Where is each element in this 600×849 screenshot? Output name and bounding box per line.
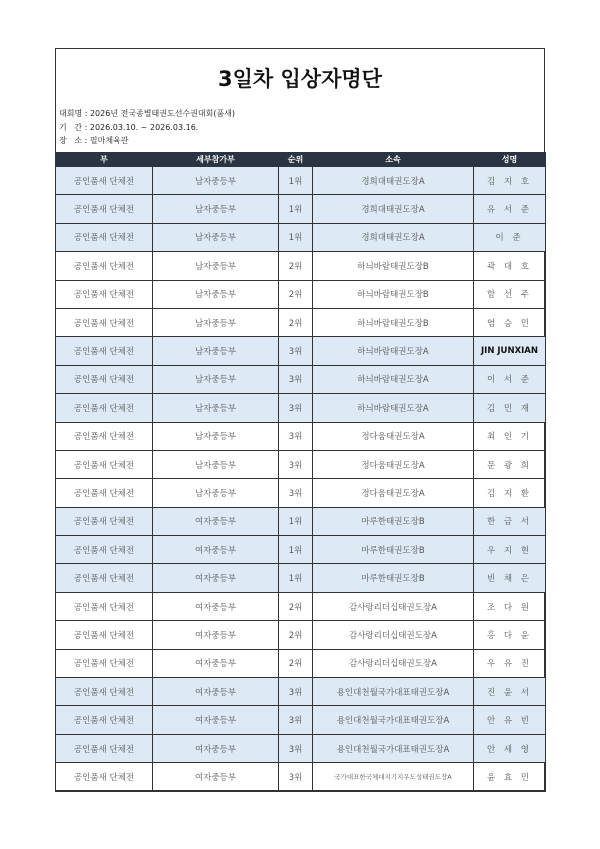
results-sheet (55, 48, 545, 791)
results-table (55, 152, 546, 792)
cell-club: 감사랑리더십태권도장A (313, 649, 474, 677)
cell-name: 김 지 호 (474, 167, 546, 195)
page-title: 3일차 입상자명단 (218, 67, 382, 91)
cell-club: 마루한태권도장B (313, 564, 474, 592)
col-header-category: 세부참가부 (153, 153, 279, 167)
cell-club: 하늬바람태권도장B (313, 308, 474, 336)
col-header-division: 부 (56, 153, 153, 167)
cell-rank: 2위 (279, 308, 313, 336)
cell-category: 여자중등부 (153, 592, 279, 620)
cell-category: 남자중등부 (153, 394, 279, 422)
cell-category: 여자중등부 (153, 734, 279, 762)
cell-category: 남자중등부 (153, 280, 279, 308)
cell-division: 공인품새 단체전 (56, 678, 153, 706)
event-name: 대회명 : 2026년 전국종별태권도선수권대회(품새) (59, 109, 236, 118)
cell-category: 여자중등부 (153, 621, 279, 649)
cell-rank: 2위 (279, 649, 313, 677)
cell-club: 하늬바람태권도장A (313, 394, 474, 422)
cell-club: 정다움태권도장A (313, 479, 474, 507)
cell-division: 공인품새 단체전 (56, 479, 153, 507)
cell-category: 여자중등부 (153, 536, 279, 564)
cell-name: 최 인 기 (474, 422, 546, 450)
cell-category: 여자중등부 (153, 678, 279, 706)
table-row (56, 394, 546, 422)
cell-rank: 1위 (279, 564, 313, 592)
cell-division: 공인품새 단체전 (56, 195, 153, 223)
table-row (56, 734, 546, 762)
cell-name: 안 유 빈 (474, 706, 546, 734)
cell-name: 함 선 주 (474, 280, 546, 308)
cell-club: 마루한태권도장B (313, 507, 474, 535)
cell-club: 정다움태권도장A (313, 450, 474, 478)
cell-club: 국가대표한국체대지기지우도성태권도장A (313, 763, 474, 791)
table-row (56, 507, 546, 535)
cell-club: 용인대천월국가대표태권도장A (313, 734, 474, 762)
cell-name: 이 준 (474, 223, 546, 251)
table-row (56, 223, 546, 251)
cell-category: 여자중등부 (153, 649, 279, 677)
cell-rank: 3위 (279, 706, 313, 734)
cell-name: 엄 승 민 (474, 308, 546, 336)
cell-division: 공인품새 단체전 (56, 592, 153, 620)
col-header-club: 소속 (313, 153, 474, 167)
cell-division: 공인품새 단체전 (56, 337, 153, 365)
table-row (56, 308, 546, 336)
cell-name: 윤 효 민 (474, 763, 546, 791)
cell-club: 용인대천월국가대표태권도장A (313, 678, 474, 706)
table-header (56, 153, 546, 167)
cell-division: 공인품새 단체전 (56, 223, 153, 251)
col-header-name: 성명 (474, 153, 546, 167)
cell-club: 하늬바람태권도장A (313, 337, 474, 365)
table-row (56, 422, 546, 450)
cell-name: 홍 다 윤 (474, 621, 546, 649)
cell-club: 정다움태권도장A (313, 422, 474, 450)
cell-division: 공인품새 단체전 (56, 564, 153, 592)
cell-category: 남자중등부 (153, 223, 279, 251)
cell-club: 하늬바람태권도장B (313, 280, 474, 308)
cell-rank: 3위 (279, 678, 313, 706)
cell-name: 김 민 재 (474, 394, 546, 422)
cell-category: 여자중등부 (153, 763, 279, 791)
cell-division: 공인품새 단체전 (56, 365, 153, 393)
cell-rank: 3위 (279, 365, 313, 393)
cell-name: 김 지 환 (474, 479, 546, 507)
table-row (56, 706, 546, 734)
cell-club: 하늬바람태권도장B (313, 252, 474, 280)
cell-category: 남자중등부 (153, 195, 279, 223)
cell-division: 공인품새 단체전 (56, 734, 153, 762)
table-row (56, 479, 546, 507)
cell-category: 남자중등부 (153, 252, 279, 280)
cell-rank: 2위 (279, 252, 313, 280)
cell-rank: 2위 (279, 592, 313, 620)
cell-name: 빈 채 은 (474, 564, 546, 592)
cell-division: 공인품새 단체전 (56, 252, 153, 280)
cell-division: 공인품새 단체전 (56, 308, 153, 336)
cell-rank: 3위 (279, 763, 313, 791)
cell-name: 이 서 준 (474, 365, 546, 393)
cell-division: 공인품새 단체전 (56, 394, 153, 422)
cell-name: 안 세 영 (474, 734, 546, 762)
cell-rank: 1위 (279, 167, 313, 195)
cell-rank: 3위 (279, 479, 313, 507)
cell-rank: 2위 (279, 621, 313, 649)
cell-rank: 1위 (279, 223, 313, 251)
cell-club: 경희대태권도장A (313, 195, 474, 223)
cell-category: 남자중등부 (153, 365, 279, 393)
cell-category: 남자중등부 (153, 450, 279, 478)
cell-rank: 1위 (279, 507, 313, 535)
table-row (56, 365, 546, 393)
cell-name: 곽 대 호 (474, 252, 546, 280)
table-row (56, 337, 546, 365)
cell-division: 공인품새 단체전 (56, 621, 153, 649)
table-row (56, 252, 546, 280)
cell-name: 우 지 현 (474, 536, 546, 564)
table-row (56, 195, 546, 223)
cell-category: 남자중등부 (153, 479, 279, 507)
cell-club: 경희대태권도장A (313, 167, 474, 195)
event-venue: 장 소 : 필마체육관 (59, 136, 129, 145)
cell-rank: 3위 (279, 422, 313, 450)
cell-category: 남자중등부 (153, 337, 279, 365)
cell-name: 우 유 진 (474, 649, 546, 677)
event-period: 기 간 : 2026.03.10. ~ 2026.03.16. (59, 123, 199, 132)
cell-name: 한 금 서 (474, 507, 546, 535)
cell-club: 마루한태권도장B (313, 536, 474, 564)
col-header-rank: 순위 (279, 153, 313, 167)
cell-rank: 1위 (279, 536, 313, 564)
cell-division: 공인품새 단체전 (56, 763, 153, 791)
cell-rank: 3위 (279, 734, 313, 762)
cell-division: 공인품새 단체전 (56, 167, 153, 195)
cell-division: 공인품새 단체전 (56, 649, 153, 677)
cell-division: 공인품새 단체전 (56, 422, 153, 450)
cell-club: 하늬바람태권도장A (313, 365, 474, 393)
cell-division: 공인품새 단체전 (56, 507, 153, 535)
table-row (56, 167, 546, 195)
table-row (56, 678, 546, 706)
cell-club: 감사랑리더십태권도장A (313, 621, 474, 649)
cell-category: 여자중등부 (153, 564, 279, 592)
cell-rank: 3위 (279, 337, 313, 365)
cell-division: 공인품새 단체전 (56, 450, 153, 478)
cell-category: 여자중등부 (153, 706, 279, 734)
cell-category: 여자중등부 (153, 507, 279, 535)
cell-name: JIN JUNXIAN (474, 337, 546, 365)
table-row (56, 536, 546, 564)
cell-club: 경희대태권도장A (313, 223, 474, 251)
table-row (56, 280, 546, 308)
cell-category: 남자중등부 (153, 422, 279, 450)
cell-rank: 1위 (279, 195, 313, 223)
table-row (56, 450, 546, 478)
cell-division: 공인품새 단체전 (56, 536, 153, 564)
cell-division: 공인품새 단체전 (56, 280, 153, 308)
cell-category: 남자중등부 (153, 308, 279, 336)
cell-name: 조 다 원 (474, 592, 546, 620)
table-row (56, 564, 546, 592)
cell-rank: 3위 (279, 450, 313, 478)
cell-division: 공인품새 단체전 (56, 706, 153, 734)
table-row (56, 763, 546, 791)
table-row (56, 649, 546, 677)
cell-club: 용인대천월국가대표태권도장A (313, 706, 474, 734)
cell-name: 유 서 준 (474, 195, 546, 223)
cell-rank: 3위 (279, 394, 313, 422)
cell-name: 문 광 희 (474, 450, 546, 478)
cell-club: 감사랑리더십태권도장A (313, 592, 474, 620)
table-row (56, 592, 546, 620)
cell-category: 남자중등부 (153, 167, 279, 195)
cell-rank: 2위 (279, 280, 313, 308)
table-row (56, 621, 546, 649)
cell-name: 진 윤 서 (474, 678, 546, 706)
